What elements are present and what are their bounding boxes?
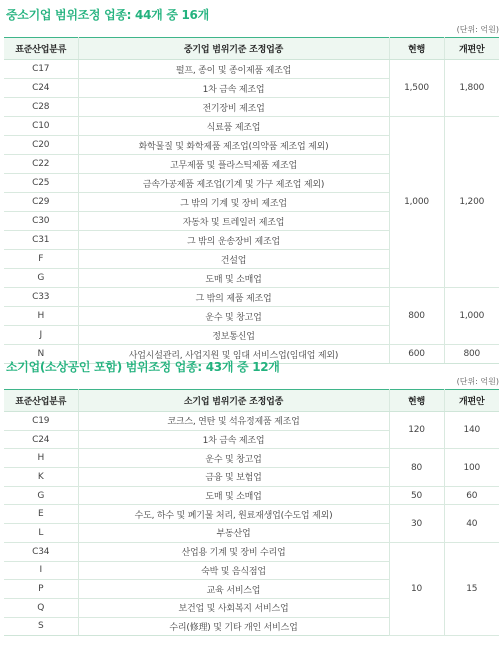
table-row [4, 60, 499, 79]
industry-code-cell: C28 [4, 98, 78, 117]
proposed-threshold-cell: 100 [444, 449, 499, 486]
table-row [4, 449, 499, 468]
industry-name-cell: 그 밖의 기계 및 장비 제조업 [78, 193, 389, 212]
industry-code-cell: C33 [4, 288, 78, 307]
header-current: 현행 [389, 38, 444, 60]
section-title-medium: 중소기업 범위조정 업종: 44개 중 16개 [6, 8, 209, 22]
header-current: 현행 [389, 390, 444, 412]
industry-name-cell: 그 밖의 제품 제조업 [78, 288, 389, 307]
industry-name-cell: 펄프, 종이 및 종이제품 제조업 [78, 60, 389, 79]
industry-name-cell: 도매 및 소매업 [78, 269, 389, 288]
header-proposed: 개편안 [444, 38, 499, 60]
current-threshold-cell: 30 [389, 505, 444, 542]
table-row [4, 288, 499, 307]
header-code: 표준산업분류 [4, 38, 78, 60]
current-threshold-cell: 120 [389, 412, 444, 449]
medium-enterprise-table [4, 37, 499, 364]
table-row [4, 412, 499, 431]
industry-code-cell: J [4, 326, 78, 345]
industry-name-cell: 고무제품 및 플라스틱제품 제조업 [78, 155, 389, 174]
small-enterprise-table [4, 389, 499, 636]
proposed-threshold-cell: 140 [444, 412, 499, 449]
industry-code-cell: G [4, 269, 78, 288]
proposed-threshold-cell: 60 [444, 486, 499, 505]
current-threshold-cell: 80 [389, 449, 444, 486]
industry-name-cell: 운수 및 창고업 [78, 449, 389, 468]
unit-label: (단위: 억원) [456, 25, 499, 34]
industry-code-cell: Q [4, 598, 78, 617]
industry-code-cell: P [4, 580, 78, 599]
table-row [4, 486, 499, 505]
industry-name-cell: 전기장비 제조업 [78, 98, 389, 117]
current-threshold-cell: 1,000 [389, 117, 444, 288]
industry-name-cell: 정보통신업 [78, 326, 389, 345]
industry-code-cell: F [4, 250, 78, 269]
table-row [4, 542, 499, 561]
industry-code-cell: C19 [4, 412, 78, 431]
header-industry: 소기업 범위기준 조정업종 [78, 390, 389, 412]
industry-code-cell: C24 [4, 79, 78, 98]
industry-name-cell: 금융 및 보험업 [78, 468, 389, 487]
proposed-threshold-cell: 800 [444, 345, 499, 364]
table-row [4, 505, 499, 524]
industry-name-cell: 수도, 하수 및 폐기물 처리, 원료재생업(수도업 제외) [78, 505, 389, 524]
industry-code-cell: G [4, 486, 78, 505]
header-code: 표준산업분류 [4, 390, 78, 412]
industry-code-cell: C34 [4, 542, 78, 561]
industry-name-cell: 그 밖의 운송장비 제조업 [78, 231, 389, 250]
header-industry: 중기업 범위기준 조정업종 [78, 38, 389, 60]
industry-code-cell: H [4, 449, 78, 468]
industry-code-cell: C17 [4, 60, 78, 79]
industry-code-cell: H [4, 307, 78, 326]
industry-name-cell: 운수 및 창고업 [78, 307, 389, 326]
industry-code-cell: C20 [4, 136, 78, 155]
industry-code-cell: N [4, 345, 78, 364]
industry-code-cell: C30 [4, 212, 78, 231]
proposed-threshold-cell: 15 [444, 542, 499, 635]
proposed-threshold-cell: 40 [444, 505, 499, 542]
industry-code-cell: K [4, 468, 78, 487]
header-proposed: 개편안 [444, 390, 499, 412]
industry-name-cell: 코크스, 연탄 및 석유정제품 제조업 [78, 412, 389, 431]
industry-code-cell: C25 [4, 174, 78, 193]
current-threshold-cell: 1,500 [389, 60, 444, 117]
industry-name-cell: 교육 서비스업 [78, 580, 389, 599]
industry-name-cell: 부동산업 [78, 524, 389, 543]
industry-code-cell: C24 [4, 430, 78, 449]
industry-name-cell: 도매 및 소매업 [78, 486, 389, 505]
industry-name-cell: 화학물질 및 화학제품 제조업(의약품 제조업 제외) [78, 136, 389, 155]
industry-name-cell: 1차 금속 제조업 [78, 430, 389, 449]
industry-name-cell: 보건업 및 사회복지 서비스업 [78, 598, 389, 617]
current-threshold-cell: 50 [389, 486, 444, 505]
industry-code-cell: C22 [4, 155, 78, 174]
proposed-threshold-cell: 1,800 [444, 60, 499, 117]
proposed-threshold-cell: 1,200 [444, 117, 499, 288]
industry-name-cell: 수리(修理) 및 기타 개인 서비스업 [78, 617, 389, 636]
industry-name-cell: 식료품 제조업 [78, 117, 389, 136]
current-threshold-cell: 800 [389, 288, 444, 345]
table-row [4, 117, 499, 136]
industry-code-cell: I [4, 561, 78, 580]
industry-code-cell: C29 [4, 193, 78, 212]
section-title-small: 소기업(소상공인 포함) 범위조정 업종: 43개 중 12개 [6, 360, 280, 374]
industry-code-cell: S [4, 617, 78, 636]
industry-code-cell: C10 [4, 117, 78, 136]
current-threshold-cell: 10 [389, 542, 444, 635]
industry-name-cell: 1차 금속 제조업 [78, 79, 389, 98]
proposed-threshold-cell: 1,000 [444, 288, 499, 345]
industry-name-cell: 자동차 및 트레일러 제조업 [78, 212, 389, 231]
industry-code-cell: C31 [4, 231, 78, 250]
industry-code-cell: L [4, 524, 78, 543]
industry-code-cell: E [4, 505, 78, 524]
unit-label: (단위: 억원) [456, 377, 499, 386]
industry-name-cell: 산업용 기계 및 장비 수리업 [78, 542, 389, 561]
industry-name-cell: 사업시설관리, 사업지원 및 임대 서비스업(임대업 제외) [78, 345, 389, 364]
industry-name-cell: 건설업 [78, 250, 389, 269]
industry-name-cell: 금속가공제품 제조업(기계 및 가구 제조업 제외) [78, 174, 389, 193]
industry-name-cell: 숙박 및 음식점업 [78, 561, 389, 580]
current-threshold-cell: 600 [389, 345, 444, 364]
